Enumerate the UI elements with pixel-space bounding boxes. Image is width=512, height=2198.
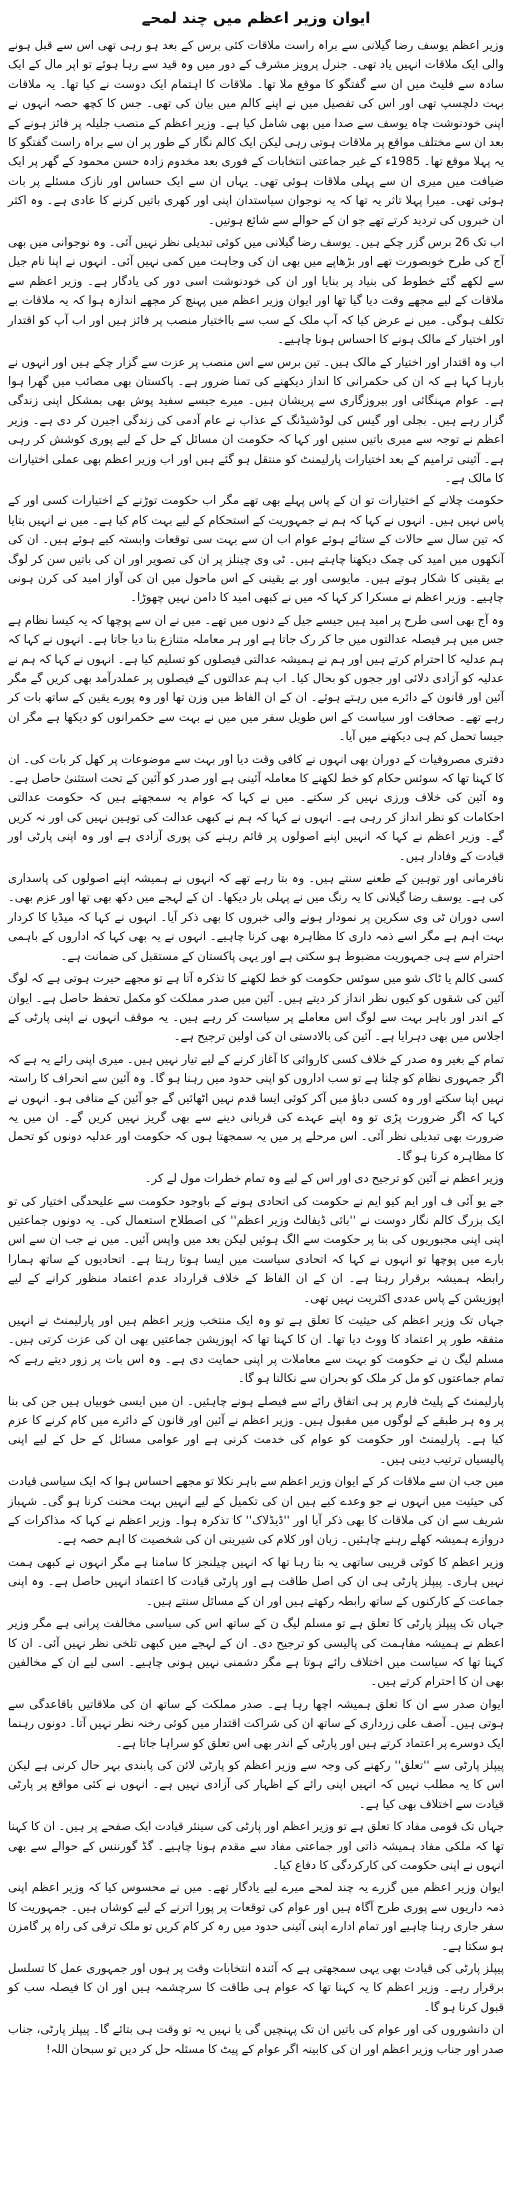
article-paragraph: پیپلز پارٹی کی قیادت بھی یہی سمجھتی ہے کہ آئندہ انتخابات وقت پر ہوں اور جمہوری عمل کا تسلسل برقرار رہے۔ وزیر اعظم کا یہ کہنا تھا کہ عوام ہی طاقت کا سرچشمہ ہیں اور ان کا فیصلہ سب کو قبول کرنا ہو گا۔ <box>8 1961 504 2014</box>
article-paragraph: اب تک 26 برس گزر چکے ہیں۔ یوسف رضا گیلانی میں کوئی تبدیلی نظر نہیں آئی۔ وہ نوجوانی میں بھی آج کی طرح خوبصورت تھے اور بڑھاپے میں بھی ان کی وجاہت میں کمی نہیں آئی۔ انہوں نے اپنا نام جیل سے لکھے گئے خطوط کی بنیاد پر بنایا اور ان کی خودنوشت اسی دور کی یادگار ہے۔ وزیر اعظم سے ملاقات کے لیے مجھے وقت دیا گیا تھا اور ایوان وزیر اعظم میں پہنچ کر مجھے اندازہ ہوا کہ یہ ملاقات بے تکلف ہوگی۔ میں نے عرض کیا کہ آپ ملک کے سب سے بااختیار منصب پر فائز ہیں اور اب آپ کو اقتدار اور اختیار کے مالک ہونے کا احساس ہونا چاہیے۔ <box>8 235 504 347</box>
article-paragraph: وزیر اعظم نے آئین کو ترجیح دی اور اس کے لیے وہ تمام خطرات مول لے کر۔ <box>144 1171 504 1186</box>
article-paragraph: نافرمانی اور توہین کے طعنے سنتے ہیں۔ وہ بتا رہے تھے کہ انہوں نے ہمیشہ اپنے اصولوں کی پاسداری کی ہے۔ یوسف رضا گیلانی کا یہ رنگ میں نے پہلی بار دیکھا۔ ان کے لہجے میں دکھ بھی تھا اور عزم بھی۔ اسی دوران ٹی وی سکرین پر نمودار ہونے والی خبروں کا بھی ذکر آیا۔ انہوں نے کہا کہ میڈیا کا کردار بہت اہم ہے مگر اسے ذمہ داری کا مظاہرہ بھی کرنا چاہیے۔ انہوں نے یہ بھی کہا کہ اداروں کے باہمی احترام سے ہی جمہوریت مضبوط ہو سکتی ہے اور یہی پاکستان کے مستقبل کی ضمانت ہے۔ <box>8 871 504 963</box>
article-body <box>8 36 504 2059</box>
article-paragraph: ایوان صدر سے ان کا تعلق ہمیشہ اچھا رہا ہے۔ صدر مملکت کے ساتھ ان کی ملاقاتیں باقاعدگی سے ہوتی ہیں۔ آصف علی زرداری کے ساتھ ان کی شراکت اقتدار میں کوئی رخنہ نظر نہیں آتا۔ دونوں رہنما ایک دوسرے پر اعتماد کرتے ہیں اور پارٹی کے اندر بھی اس تعلق کو سراہا جاتا ہے۔ <box>8 1696 504 1750</box>
article-paragraph: دفتری مصروفیات کے دوران بھی انہوں نے کافی وقت دیا اور بہت سے موضوعات پر کھل کر بات کی۔ ان کا کہنا تھا کہ سوئس حکام کو خط لکھنے کا معاملہ آئینی ہے اور صدر کو آئین کے تحت استثنیٰ حاصل ہے۔ وہ آئین کی خلاف ورزی نہیں کر سکتے۔ میں نے کہا کہ عوام یہ سمجھتے ہیں کہ حکومت عدالتی احکامات کو نظر انداز کر رہی ہے۔ انہوں نے کہا کہ ہم نے کبھی عدالت کی توہین نہیں کی اور نہ کریں گے۔ وزیر اعظم نے کہا کہ انہیں اپنے اصولوں پر قائم رہنے کی پوری آزادی ہے اور وہ اپنی پارٹی اور قیادت کے وفادار ہیں۔ <box>8 751 504 863</box>
article-paragraph: جے یو آئی ف اور ایم کیو ایم نے حکومت کی اتحادی ہونے کے باوجود حکومت سے علیحدگی اختیار کی تو ایک بزرگ کالم نگار دوست نے ''بائی ڈیفالٹ وزیر اعظم'' کی اصطلاح استعمال کی۔ یہ دونوں جماعتیں اپنی اپنی مجبوریوں کی بنا پر حکومت سے الگ ہوئیں لیکن بعد میں واپس آئیں۔ میں نے جب ان سے اس بارے میں پوچھا تو انہوں نے کہا کہ اتحادی سیاست میں ایسا ہوتا رہتا ہے۔ اتحادیوں کے ساتھ ہمارا رابطہ ہمیشہ برقرار رہتا ہے۔ ان کے ان الفاظ کے خلاف قرارداد عدم اعتماد منظور کرانے کے لیے اپوزیشن کے پاس عددی اکثریت نہیں تھی۔ <box>8 1193 504 1305</box>
article-paragraph: وزیر اعظم کا کوئی قریبی ساتھی یہ بتا رہا تھا کہ انہیں چیلنجز کا سامنا ہے مگر انہوں نے کبھی ہمت نہیں ہاری۔ پیپلز پارٹی ہی ان کی اصل طاقت ہے اور پارٹی قیادت کا اعتماد انہیں حاصل ہے۔ وہ اپنی جماعت کے کارکنوں کے ساتھ رابطہ رکھتے ہیں اور ان کے مسائل سنتے ہیں۔ <box>8 1554 504 1608</box>
article-paragraph: میں جب ان سے ملاقات کر کے ایوان وزیر اعظم سے باہر نکلا تو مجھے احساس ہوا کہ ایک سیاسی قیادت کی حیثیت میں انہوں نے جو وعدے کیے ہیں ان کی تکمیل کے لیے انہیں بہت محنت کرنا ہو گی۔ شہباز شریف سے ان کی ملاقات کا بھی ذکر آیا اور ''ڈیڈلاک'' کا تذکرہ ہوا۔ وزیر اعظم نے کہا کہ مذاکرات کے دروازے ہمیشہ کھلے رہنے چاہئیں۔ زبان اور کلام کی شیرینی ان کی شخصیت کا اہم حصہ ہے۔ <box>8 1474 504 1547</box>
article-paragraph: جہاں تک پیپلز پارٹی کا تعلق ہے تو مسلم لیگ ن کے ساتھ اس کی سیاسی مخالفت پرانی ہے مگر وزیر اعظم نے ہمیشہ مفاہمت کی پالیسی کو ترجیح دی۔ ان کے لہجے میں کبھی تلخی نظر نہیں آئی۔ ان کا کہنا تھا کہ سیاست میں اختلاف رائے ہوتا ہے مگر دشمنی نہیں ہونی چاہیے۔ اسی لیے ان کے مخالفین بھی ان کا احترام کرتے ہیں۔ <box>8 1616 504 1689</box>
article-paragraph: پیپلز پارٹی سے ''تعلق'' رکھنے کی وجہ سے وزیر اعظم کو پارٹی لائن کی پابندی بہر حال کرنی ہے لیکن اس کا یہ مطلب نہیں کہ انہیں اپنی رائے کے اظہار کی آزادی نہیں ہے۔ انہوں نے کئی مواقع پر پارٹی قیادت سے اختلاف بھی کیا ہے۔ <box>8 1757 504 1811</box>
article-paragraph: ان دانشوروں کی اور عوام کی باتیں ان تک پہنچیں گی یا نہیں یہ تو وقت ہی بتائے گا۔ پیپلز پارٹی، جناب صدر اور جناب وزیر اعظم اور ان کی کابینہ اگر عوام کے پیٹ کا مسئلہ حل کر دیں تو سبحان اللہ! <box>8 2022 504 2056</box>
article-paragraph: اب وہ اقتدار اور اختیار کے مالک ہیں۔ تین برس سے اس منصب پر عزت سے گزار چکے ہیں اور انہوں نے بارہا کہا ہے کہ ان کی حکمرانی کا انداز دیکھنے کی تمنا ضرور ہے۔ پاکستان بھی مصائب میں گھرا ہوا ہے۔ عوام مہنگائی اور بیروزگاری سے پریشان ہیں۔ میرے جیسے سفید پوش بھی بمشکل اپنی زندگی گزار رہے ہیں۔ بجلی اور گیس کی لوڈشیڈنگ کے عذاب نے عام آدمی کی زندگی اجیرن کر دی ہے۔ وزیر اعظم نے توجہ سے میری باتیں سنیں اور کہا کہ حکومت ان مسائل کے حل کے لیے پوری کوشش کر رہی ہے۔ آئینی ترامیم کے بعد اختیارات پارلیمنٹ کو منتقل ہو گئے ہیں اور اب وزیر اعظم بھی عملی اختیارات کا مالک ہے۔ <box>8 354 504 485</box>
article-title: ایوان وزیر اعظم میں چند لمحے <box>141 9 371 27</box>
article-paragraph: جہاں تک وزیر اعظم کی حیثیت کا تعلق ہے تو وہ ایک منتخب وزیر اعظم ہیں اور پارلیمنٹ نے انہیں متفقہ طور پر اعتماد کا ووٹ دیا تھا۔ ان کا کہنا تھا کہ اپوزیشن جماعتیں بھی ان کی عزت کرتی ہیں۔ مسلم لیگ ن نے حکومت کو بہت سے معاملات پر اپنی حمایت دی ہے۔ وہ اس بات پر زور دیتے رہے کہ تمام جماعتوں کو مل کر ملک کو بحران سے نکالنا ہو گا۔ <box>8 1313 504 1386</box>
article-paragraph: کسی کالم یا ٹاک شو میں سوئس حکومت کو خط لکھنے کا تذکرہ آتا ہے تو مجھے حیرت ہوتی ہے کہ لوگ آئین کی شقوں کو کیوں نظر انداز کر دیتے ہیں۔ آئین میں صدر مملکت کو مکمل تحفظ حاصل ہے۔ ایوان کے اندر اور باہر بہت سے لوگ اس معاملے پر سیاست کر رہے ہیں۔ یہ موقف انہوں نے اپنی پارٹی کے اجلاس میں بھی دہرایا ہے۔ آئین کی بالادستی ان کی اولین ترجیح ہے۔ <box>8 971 504 1044</box>
article-paragraph: تمام کے بغیر وہ صدر کے خلاف کسی کاروائی کا آغاز کرنے کے لیے تیار نہیں ہیں۔ میری اپنی رائے یہ ہے کہ اگر جمہوری نظام کو چلنا ہے تو سب اداروں کو اپنی حدود میں رہنا ہو گا۔ وہ آئین سے انحراف کا راستہ نہیں اپنا سکتے اور وہ کسی دباؤ میں آکر کوئی ایسا قدم نہیں اٹھائیں گے جو آئین کے منافی ہو۔ انہوں نے کہا کہ اگر ضرورت پڑی تو وہ اپنے عہدے کی قربانی دینے سے بھی گریز نہیں کریں گے۔ ان میں یہ ضرورت بھی تبدیلی نظر آئی۔ اس مرحلے پر میں یہ سمجھتا ہوں کہ حکومت اور عدلیہ دونوں کو تحمل کا مظاہرہ کرنا ہو گا۔ <box>8 1051 504 1163</box>
article-paragraph: حکومت چلانے کے اختیارات تو ان کے پاس پہلے بھی تھے مگر اب حکومت توڑنے کے اختیارات کسی اور کے پاس نہیں ہیں۔ انہوں نے کہا کہ ہم نے جمہوریت کے استحکام کے لیے بہت کام کیا ہے۔ میں نے انہیں بتایا کہ تین سال سے حالات کے ستائے ہوئے عوام اب ان سے بہت سی توقعات وابستہ کیے ہوئے ہیں۔ ان کی آنکھوں میں امید کی چمک دیکھنا چاہتے ہیں۔ ٹی وی چینلز پر ان کی تصویر اور ان کی باتیں سن کر لوگ بے یقینی کا شکار ہوتے ہیں۔ مایوسی اور بے یقینی کے اس ماحول میں ان کی آواز امید کی کرن ہونی چاہیے۔ وزیر اعظم نے مسکرا کر کہا کہ میں نے کبھی امید کا دامن نہیں چھوڑا۔ <box>8 493 504 605</box>
article-paragraph: ایوان وزیر اعظم میں گزرے یہ چند لمحے میرے لیے یادگار تھے۔ میں نے محسوس کیا کہ وزیر اعظم اپنی ذمہ داریوں سے پوری طرح آگاہ ہیں اور عوام کی توقعات پر پورا اترنے کے لیے کوشاں ہیں۔ جمہوریت کا سفر جاری رہنا چاہیے اور تمام ادارے اپنی آئینی حدود میں رہ کر کام کریں تو ملک ترقی کی راہ پر گامزن ہو سکتا ہے۔ <box>8 1880 504 1953</box>
article-paragraph: جہاں تک قومی مفاد کا تعلق ہے تو وزیر اعظم اور پارٹی کی سینئر قیادت ایک صفحے پر ہیں۔ ان کا کہنا تھا کہ ملکی مفاد ہمیشہ ذاتی اور جماعتی مفاد سے مقدم ہونا چاہیے۔ گڈ گورننس کے حوالے سے بھی انہوں نے اپنی حکومت کی کارکردگی کا دفاع کیا۔ <box>8 1819 504 1872</box>
article-paragraph: وزیر اعظم یوسف رضا گیلانی سے براہ راست ملاقات کئی برس کے بعد ہو رہی تھی اس سے قبل ہونے والی ایک ملاقات انہیں یاد تھی۔ جنرل پرویز مشرف کے دور میں وہ قید سے رہا ہوئے تو اپر مال کے ایک سادہ سے فلیٹ میں ان سے گفتگو کا موقع ملا تھا۔ ملاقات کا اہتمام ایک دوست نے کیا تھا۔ یہ ملاقات بہت دلچسپ تھی اور اس کی تفصیل میں نے اپنے کالم میں بیان کی تھی۔ جس کا کچھ حصہ انہوں نے اپنی خودنوشت چاہ یوسف سے صدا میں بھی شامل کیا ہے۔ وزیر اعظم کے منصب جلیلہ پر فائز ہونے کے بعد ان سے مختلف مواقع پر ملاقات ہوتی رہی لیکن ایک کالم نگار کے طور پر ان سے براہ راست گفتگو کا یہ پہلا موقع تھا۔ 1985ء کے غیر جماعتی انتخابات کے فوری بعد مخدوم زادہ حسن محمود کے گھر پر ایک ضیافت میں میری ان سے پہلی ملاقات ہوئی تھی۔ یہاں ان سے ایک حساس اور نازک مسئلے پر بات ہوئی تھی۔ میرا پہلا تاثر یہ تھا کہ یہ نوجوان سیاستدان اپنی اور کھری باتیں کرنے کا عادی ہے۔ وہ اکثر ان خبروں کی تردید کرتے تھے جو ان کے حوالے سے شائع ہوتیں۔ <box>8 38 505 227</box>
article-paragraph: پارلیمنٹ کے پلیٹ فارم پر ہی اتفاق رائے سے فیصلے ہونے چاہئیں۔ ان میں ایسی خوبیاں ہیں جن کی بنا پر وہ ہر طبقے کے لوگوں میں مقبول ہیں۔ وزیر اعظم نے آئین اور قانون کے دائرے میں کام کرنے کا عزم کیا ہے۔ پارلیمنٹ اور حکومت کو عوام کی خدمت کرنی ہے اور عوامی مسائل کے حل کے لیے اپنی پالیسیاں ترتیب دینی ہیں۔ <box>8 1393 504 1466</box>
article-paragraph: وہ آج بھی اسی طرح پر امید ہیں جیسے جیل کے دنوں میں تھے۔ میں نے ان سے پوچھا کہ یہ کیسا نظام ہے جس میں ہر فیصلہ عدالتوں میں جا کر رک جاتا ہے اور ہر معاملہ متنازع بنا دیا جاتا ہے۔ انہوں نے کہا کہ ہم عدلیہ کا احترام کرتے ہیں اور ہم نے ہمیشہ عدالتی فیصلوں کو تسلیم کیا ہے۔ انہوں نے کہا کہ ہم نے عدلیہ کو آزادی دلائی اور ججوں کو بحال کیا۔ اب ہم عدالتوں کے فیصلوں پر عملدرآمد بھی کریں گے مگر آئین اور قانون کے دائرے میں رہتے ہوئے۔ ان کے ان الفاظ میں وزن تھا اور وہ پورے یقین کے ساتھ بات کر رہے تھے۔ صحافت اور سیاست کے اس طویل سفر میں میں نے بہت سے حکمرانوں کو دیکھا ہے مگر ان جیسا تحمل کم ہی دیکھنے میں آیا۔ <box>8 612 504 744</box>
